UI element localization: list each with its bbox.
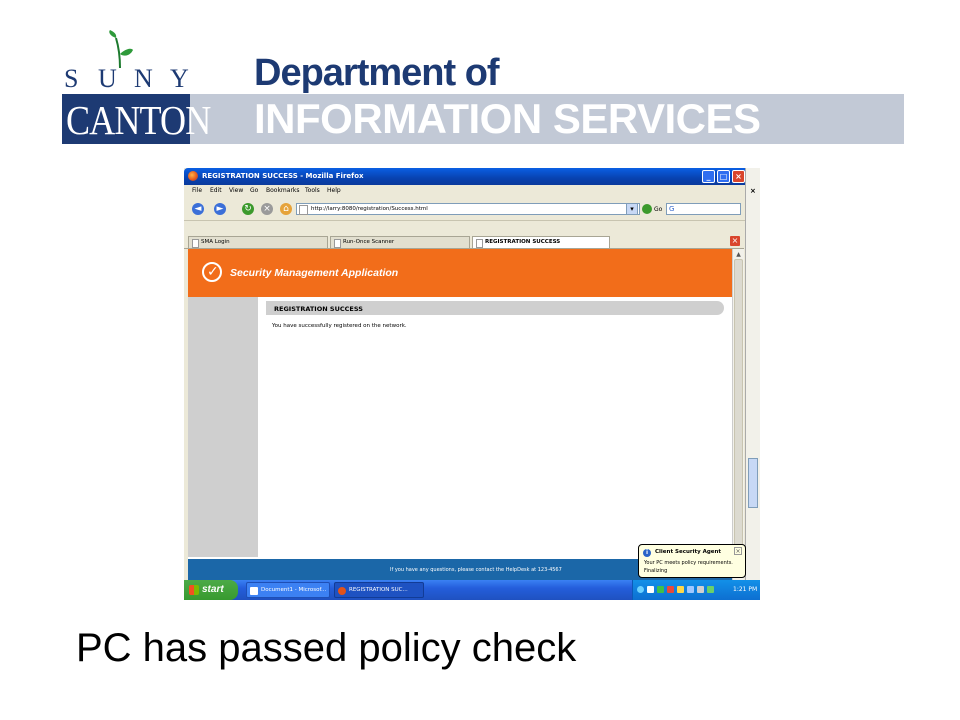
close-window-button[interactable]: × — [732, 170, 745, 183]
notification-balloon[interactable] — [638, 544, 746, 578]
url-bar[interactable] — [296, 203, 640, 215]
tray-volume-icon[interactable] — [697, 586, 704, 593]
tab-label: REGISTRATION SUCCESS — [485, 239, 561, 245]
app-banner — [188, 249, 732, 297]
clock[interactable]: 1:21 PM — [733, 586, 758, 593]
menu-bookmarks[interactable]: Bookmarks — [266, 187, 300, 194]
section-title: REGISTRATION SUCCESS — [274, 305, 363, 313]
page-icon — [299, 205, 308, 215]
url-dropdown-icon[interactable]: ▾ — [626, 203, 638, 215]
logo-letter-n: N — [134, 64, 154, 93]
checkmark-icon: ✓ — [202, 262, 222, 282]
tray-display-icon[interactable] — [687, 586, 694, 593]
firefox-icon — [188, 171, 198, 181]
tab-page-icon — [192, 239, 199, 248]
menu-bar — [184, 185, 760, 197]
url-text: http://larry:8080/registration/Success.html — [311, 206, 428, 212]
search-engine-icon: G — [669, 205, 675, 213]
system-tray — [632, 580, 760, 600]
word-icon — [250, 587, 258, 595]
taskbar-item-firefox[interactable] — [334, 582, 424, 598]
tray-network-icon[interactable] — [637, 586, 644, 593]
background-window-edge — [745, 168, 760, 580]
search-input[interactable] — [666, 203, 741, 215]
page-content — [188, 249, 732, 580]
slide-caption: PC has passed policy check — [76, 626, 577, 670]
home-icon[interactable]: ⌂ — [280, 203, 292, 215]
menu-help[interactable]: Help — [327, 187, 341, 194]
tray-signal-icon[interactable] — [657, 586, 664, 593]
window-titlebar — [184, 168, 760, 185]
start-label: start — [202, 584, 224, 595]
back-icon[interactable]: ◄ — [192, 203, 204, 215]
tray-shield-icon[interactable] — [677, 586, 684, 593]
menu-go[interactable]: Go — [250, 187, 259, 194]
balloon-message: Your PC meets policy requirements. — [644, 560, 733, 566]
forward-icon[interactable]: ► — [214, 203, 226, 215]
tray-security-icon[interactable] — [667, 586, 674, 593]
menu-view[interactable]: View — [229, 187, 244, 194]
taskbar-item-document[interactable] — [246, 582, 330, 598]
taskbar — [184, 580, 760, 600]
footer-text: If you have any questions, please contact the HelpDesk at 123-4567 — [390, 567, 562, 573]
tab-label: SMA Login — [201, 239, 230, 245]
tab-sma-login[interactable] — [188, 236, 328, 248]
tab-page-icon — [476, 239, 483, 248]
menu-edit[interactable]: Edit — [210, 187, 222, 194]
leaf-icon — [106, 30, 134, 68]
app-title: Security Management Application — [230, 267, 399, 279]
close-tab-button[interactable]: × — [731, 236, 739, 245]
tab-registration-success[interactable] — [472, 236, 610, 248]
window-title: REGISTRATION SUCCESS - Mozilla Firefox — [202, 172, 364, 180]
maximize-button[interactable]: □ — [717, 170, 730, 183]
scroll-up-icon[interactable]: ▲ — [736, 251, 741, 258]
stop-icon[interactable]: × — [261, 203, 273, 215]
firefox-icon — [338, 587, 346, 595]
menu-tools[interactable]: Tools — [305, 187, 320, 194]
header-line1: Department of — [254, 52, 499, 94]
logo-letter-s: S — [64, 64, 80, 93]
logo-letter-y: Y — [170, 64, 190, 93]
scroll-thumb[interactable] — [734, 259, 743, 569]
menu-file[interactable]: File — [192, 187, 203, 194]
go-icon[interactable] — [642, 204, 652, 214]
success-message: You have successfully registered on the network. — [272, 323, 407, 329]
navigation-toolbar — [184, 198, 760, 221]
left-column — [188, 297, 258, 557]
browser-screenshot — [184, 168, 760, 600]
header-line2: INFORMATION SERVICES — [254, 95, 761, 142]
balloon-title: Client Security Agent — [655, 549, 722, 555]
minimize-button[interactable]: _ — [702, 170, 715, 183]
tray-misc-icon[interactable] — [707, 586, 714, 593]
close-icon[interactable]: × — [750, 187, 756, 195]
logo-letter-u: U — [98, 64, 118, 93]
reload-icon[interactable]: ↻ — [242, 203, 254, 215]
balloon-close-button[interactable]: × — [735, 548, 741, 555]
page-scrollbar[interactable] — [732, 249, 744, 580]
taskbar-item-label: Document1 - Microsof... — [261, 587, 327, 593]
tab-label: Run-Once Scanner — [343, 239, 395, 245]
tab-bar — [184, 234, 744, 249]
logo-canton: CANTON — [66, 97, 211, 143]
taskbar-item-label: REGISTRATION SUC... — [349, 587, 408, 593]
start-button[interactable] — [184, 580, 238, 600]
tab-page-icon — [334, 239, 341, 248]
tray-agent-icon[interactable] — [647, 586, 654, 593]
info-icon: i — [643, 549, 651, 557]
go-label[interactable]: Go — [654, 206, 663, 213]
balloon-status: Finalizing — [644, 568, 668, 574]
windows-logo-icon — [189, 585, 199, 595]
background-scroll-thumb — [748, 458, 758, 508]
tab-run-once-scanner[interactable] — [330, 236, 470, 248]
